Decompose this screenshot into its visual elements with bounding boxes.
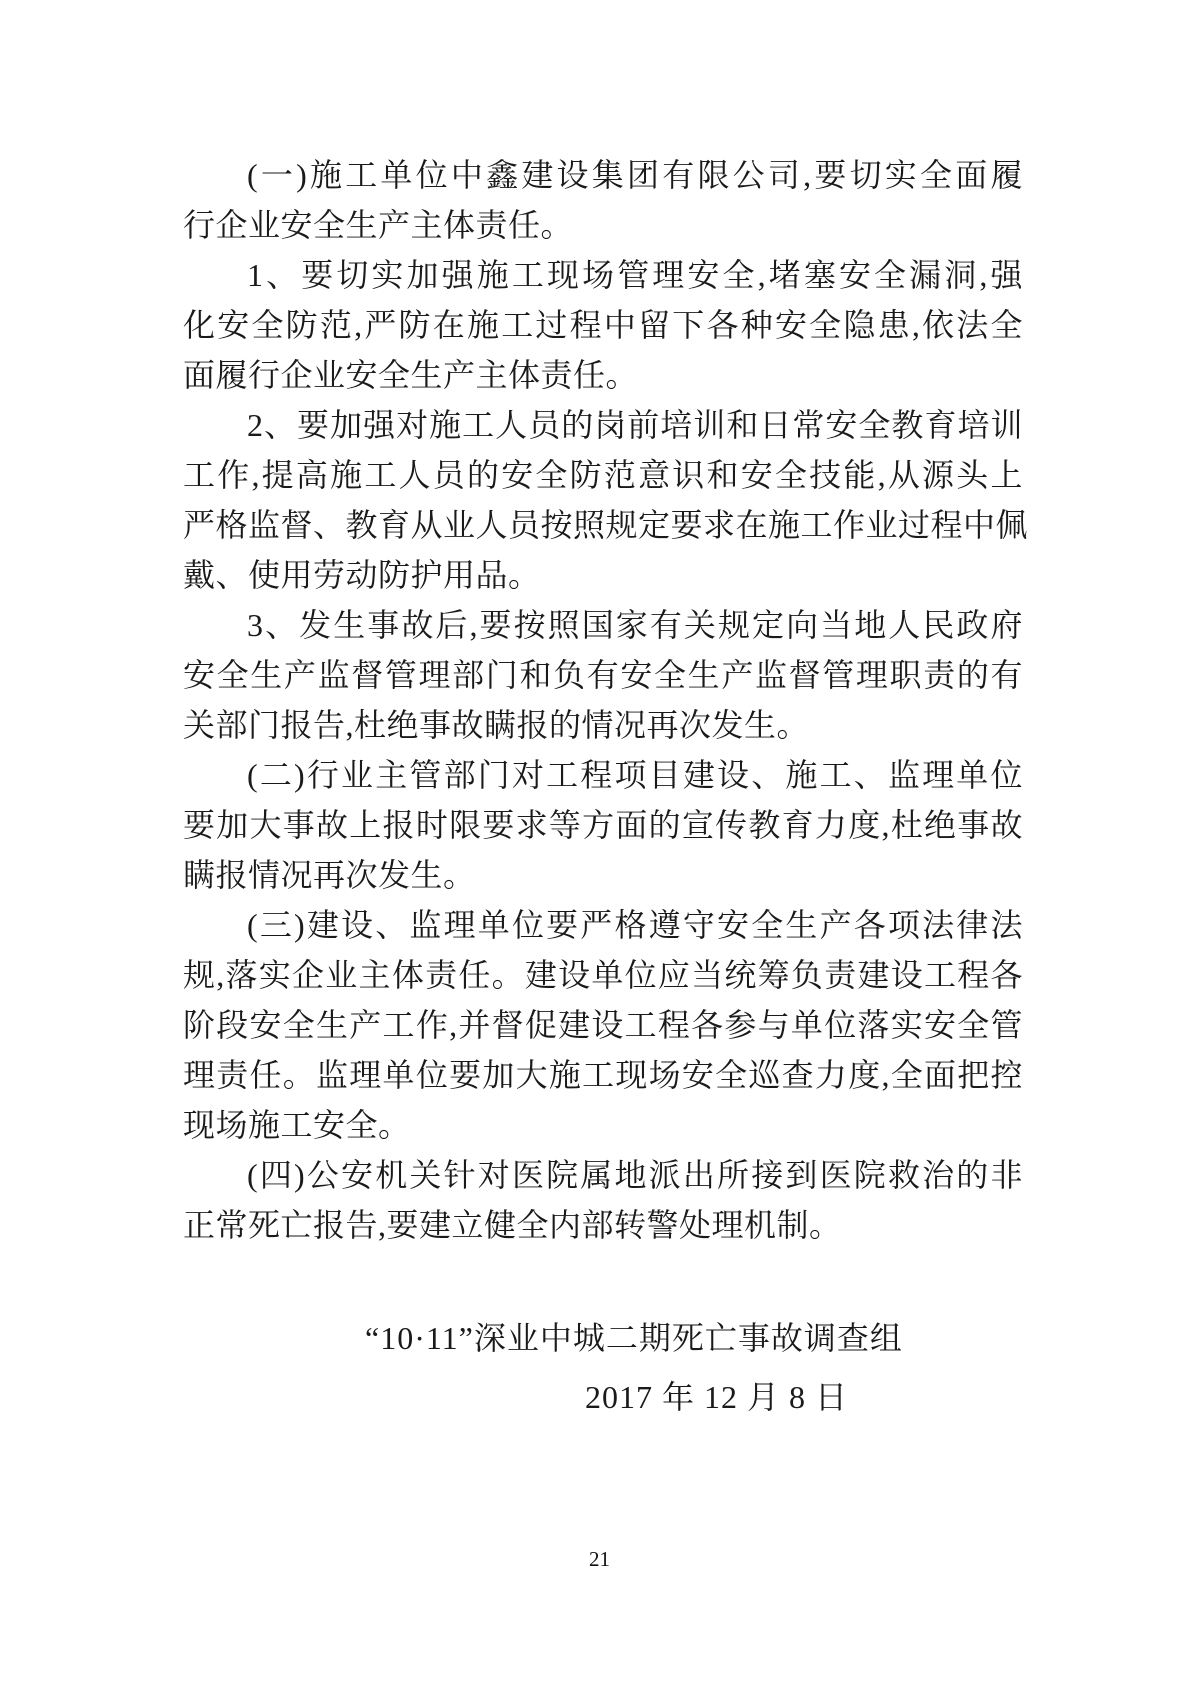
text-line: 面履行企业安全生产主体责任。 xyxy=(183,357,639,393)
text-line: 正常死亡报告,要建立健全内部转警处理机制。 xyxy=(183,1207,842,1243)
closing-block xyxy=(183,1312,1023,1422)
text-line: 行企业安全生产主体责任。 xyxy=(183,207,574,243)
text-line: 阶段安全生产工作,并督促建设工程各参与单位落实安全管 xyxy=(183,1007,1023,1043)
text-line: 关部门报告,杜绝事故瞒报的情况再次发生。 xyxy=(183,707,810,743)
text-line: 化安全防范,严防在施工过程中留下各种安全隐患,依法全 xyxy=(183,307,1023,343)
text-line: (一)施工单位中鑫建设集团有限公司,要切实全面履 xyxy=(247,157,1023,193)
paragraphs-container xyxy=(183,150,1029,1250)
text-line: 要加大事故上报时限要求等方面的宣传教育力度,杜绝事故 xyxy=(183,807,1023,843)
text-line: 理责任。监理单位要加大施工现场安全巡查力度,全面把控 xyxy=(183,1057,1023,1093)
text-line: 1、要切实加强施工现场管理安全,堵塞安全漏洞,强 xyxy=(247,257,1023,293)
signature-line: “10·11”深业中城二期死亡事故调查组 xyxy=(365,1320,903,1356)
date-line: 2017 年 12 月 8 日 xyxy=(585,1379,849,1415)
document-body xyxy=(183,150,1029,1422)
text-line: 安全生产监督管理部门和负有安全生产监督管理职责的有 xyxy=(183,657,1023,693)
text-line: 戴、使用劳动防护用品。 xyxy=(183,557,541,593)
text-line: 规,落实企业主体责任。建设单位应当统筹负责建设工程各 xyxy=(183,957,1023,993)
page-number: 21 xyxy=(589,1547,610,1571)
text-line: (三)建设、监理单位要严格遵守安全生产各项法律法 xyxy=(247,907,1023,943)
text-line: 2、要加强对施工人员的岗前培训和日常安全教育培训 xyxy=(247,407,1023,443)
text-line: 工作,提高施工人员的安全防范意识和安全技能,从源头上 xyxy=(183,457,1023,493)
text-line: 3、发生事故后,要按照国家有关规定向当地人民政府 xyxy=(247,607,1023,643)
text-line: 瞒报情况再次发生。 xyxy=(183,857,476,893)
text-line: (四)公安机关针对医院属地派出所接到医院救治的非 xyxy=(247,1157,1023,1193)
text-line: (二)行业主管部门对工程项目建设、施工、监理单位 xyxy=(247,757,1023,793)
text-line: 现场施工安全。 xyxy=(183,1107,411,1143)
text-line: 严格监督、教育从业人员按照规定要求在施工作业过程中佩 xyxy=(183,507,1029,543)
